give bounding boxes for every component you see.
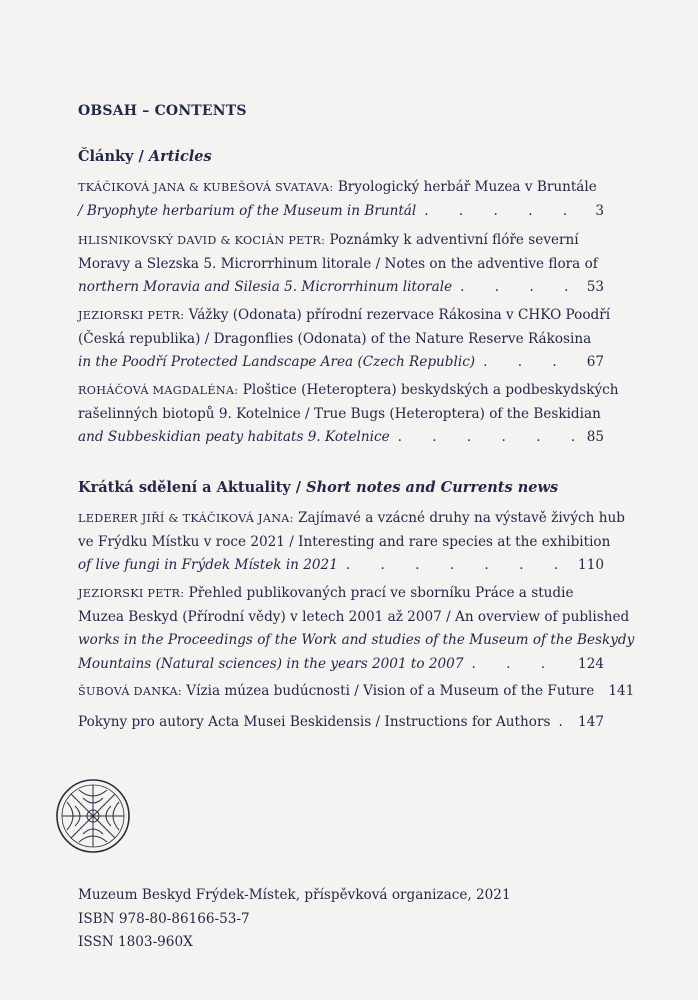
isbn: ISBN 978-80-86166-53-7 — [78, 910, 250, 927]
entry-title-last: and Subbeskidian peaty habitats 9. Kotelnice — [78, 429, 390, 445]
section-heading-articles: Články / Articles — [78, 148, 212, 165]
entry-title: rašelinných biotopů 9. Kotelnice / True Bugs (Heteroptera) of the Beskidian — [78, 405, 601, 422]
page-number: 124 — [578, 655, 604, 672]
toc-entry — [78, 176, 604, 223]
entry-author: JEZIORSKI PETR: — [78, 309, 185, 322]
leader-dots — [594, 680, 602, 704]
entry-title: (Česká republika) / Dragonflies (Odonata) of the Nature Reserve Rákosina — [78, 330, 592, 347]
page-title: OBSAH – CONTENTS — [78, 103, 247, 119]
leader-dots — [475, 351, 574, 375]
entry-title-last: of live fungi in Frýdek Místek in 2021 — [78, 557, 338, 573]
toc-entry — [78, 507, 625, 578]
entry-author: HLISNIKOVSKÝ DAVID & KOCIÁN PETR: — [78, 234, 326, 247]
page-number: 85 — [586, 429, 604, 445]
publication-info — [78, 884, 511, 955]
entry-title: Ploštice (Heteroptera) beskydských a podbeskydských — [242, 382, 619, 398]
entry-title-last: Pokyny pro autory Acta Musei Beskidensis / Instructions for Authors — [78, 714, 551, 730]
entry-title: Muzea Beskyd (Přírodní vědy) v letech 2001 až 2007 / An overview of published — [78, 608, 630, 625]
page-number: 3 — [595, 202, 604, 219]
entry-title-last: in the Poodří Protected Landscape Area (Czech Republic) — [78, 354, 476, 370]
page-number: 53 — [586, 279, 604, 295]
entry-title-last: Vízia múzea budúcnosti / Vision of a Museum of the Future — [186, 683, 595, 699]
toc-entry — [78, 680, 635, 704]
entry-title: Přehled publikovaných prací ve sborníku Práce a studie — [188, 585, 574, 601]
entry-author: ŠUBOVÁ DANKA: — [78, 685, 182, 698]
entry-author: ROHÁČOVÁ MAGDALÉNA: — [78, 384, 239, 397]
leader-dots — [416, 200, 574, 224]
page-number: 141 — [608, 683, 635, 699]
entry-title-last: Mountains (Natural sciences) in the years 2001 to 2007 — [78, 655, 464, 672]
leader-dots — [452, 276, 574, 300]
toc-entry — [78, 711, 604, 735]
publisher: Muzeum Beskyd Frýdek-Místek, příspěvková organizace, 2021 — [78, 887, 511, 903]
entry-title: ve Frýdku Místku v roce 2021 / Interesting and rare species at the exhibition — [78, 533, 611, 550]
entry-title: Zajímavé a vzácné druhy na výstavě živých hub — [298, 510, 625, 526]
circular-ornament-logo-icon — [55, 778, 131, 854]
toc-entry — [78, 229, 604, 300]
leader-dots — [390, 426, 574, 450]
entry-author: TKÁČIKOVÁ JANA & KUBEŠOVÁ SVATAVA: — [78, 181, 334, 194]
entry-title: Moravy a Slezska 5. Microrrhinum litorale / Notes on the adventive flora of — [78, 255, 598, 272]
toc-entry — [78, 304, 611, 375]
toc-entry — [78, 582, 635, 676]
page-number: 110 — [578, 557, 604, 573]
contents-page — [78, 0, 635, 1000]
entry-title: Poznámky k adventivní flóře severní — [329, 232, 579, 248]
entry-title-last: northern Moravia and Silesia 5. Microrrhinum litorale — [78, 279, 453, 295]
toc-entry — [78, 379, 619, 450]
leader-dots — [463, 653, 572, 677]
entry-title-last: / Bryophyte herbarium of the Museum in Bruntál — [78, 202, 417, 219]
leader-dots — [550, 711, 572, 735]
entry-title: Bryologický herbář Muzea v Bruntále — [337, 179, 597, 195]
page-number: 147 — [578, 714, 604, 730]
section-heading-short-notes: Krátká sdělení a Aktuality / Short notes and Currents news — [78, 479, 559, 496]
entry-author: LEDERER JIŘÍ & TKÁČIKOVÁ JANA: — [78, 512, 294, 525]
page-number: 67 — [586, 354, 604, 370]
entry-title: works in the Proceedings of the Work and studies of the Museum of the Beskydy — [78, 632, 635, 648]
issn: ISSN 1803-960X — [78, 934, 193, 950]
leader-dots — [338, 554, 572, 578]
entry-title: Vážky (Odonata) přírodní rezervace Rákosina v CHKO Poodří — [188, 307, 611, 323]
entry-author: JEZIORSKI PETR: — [78, 587, 185, 600]
